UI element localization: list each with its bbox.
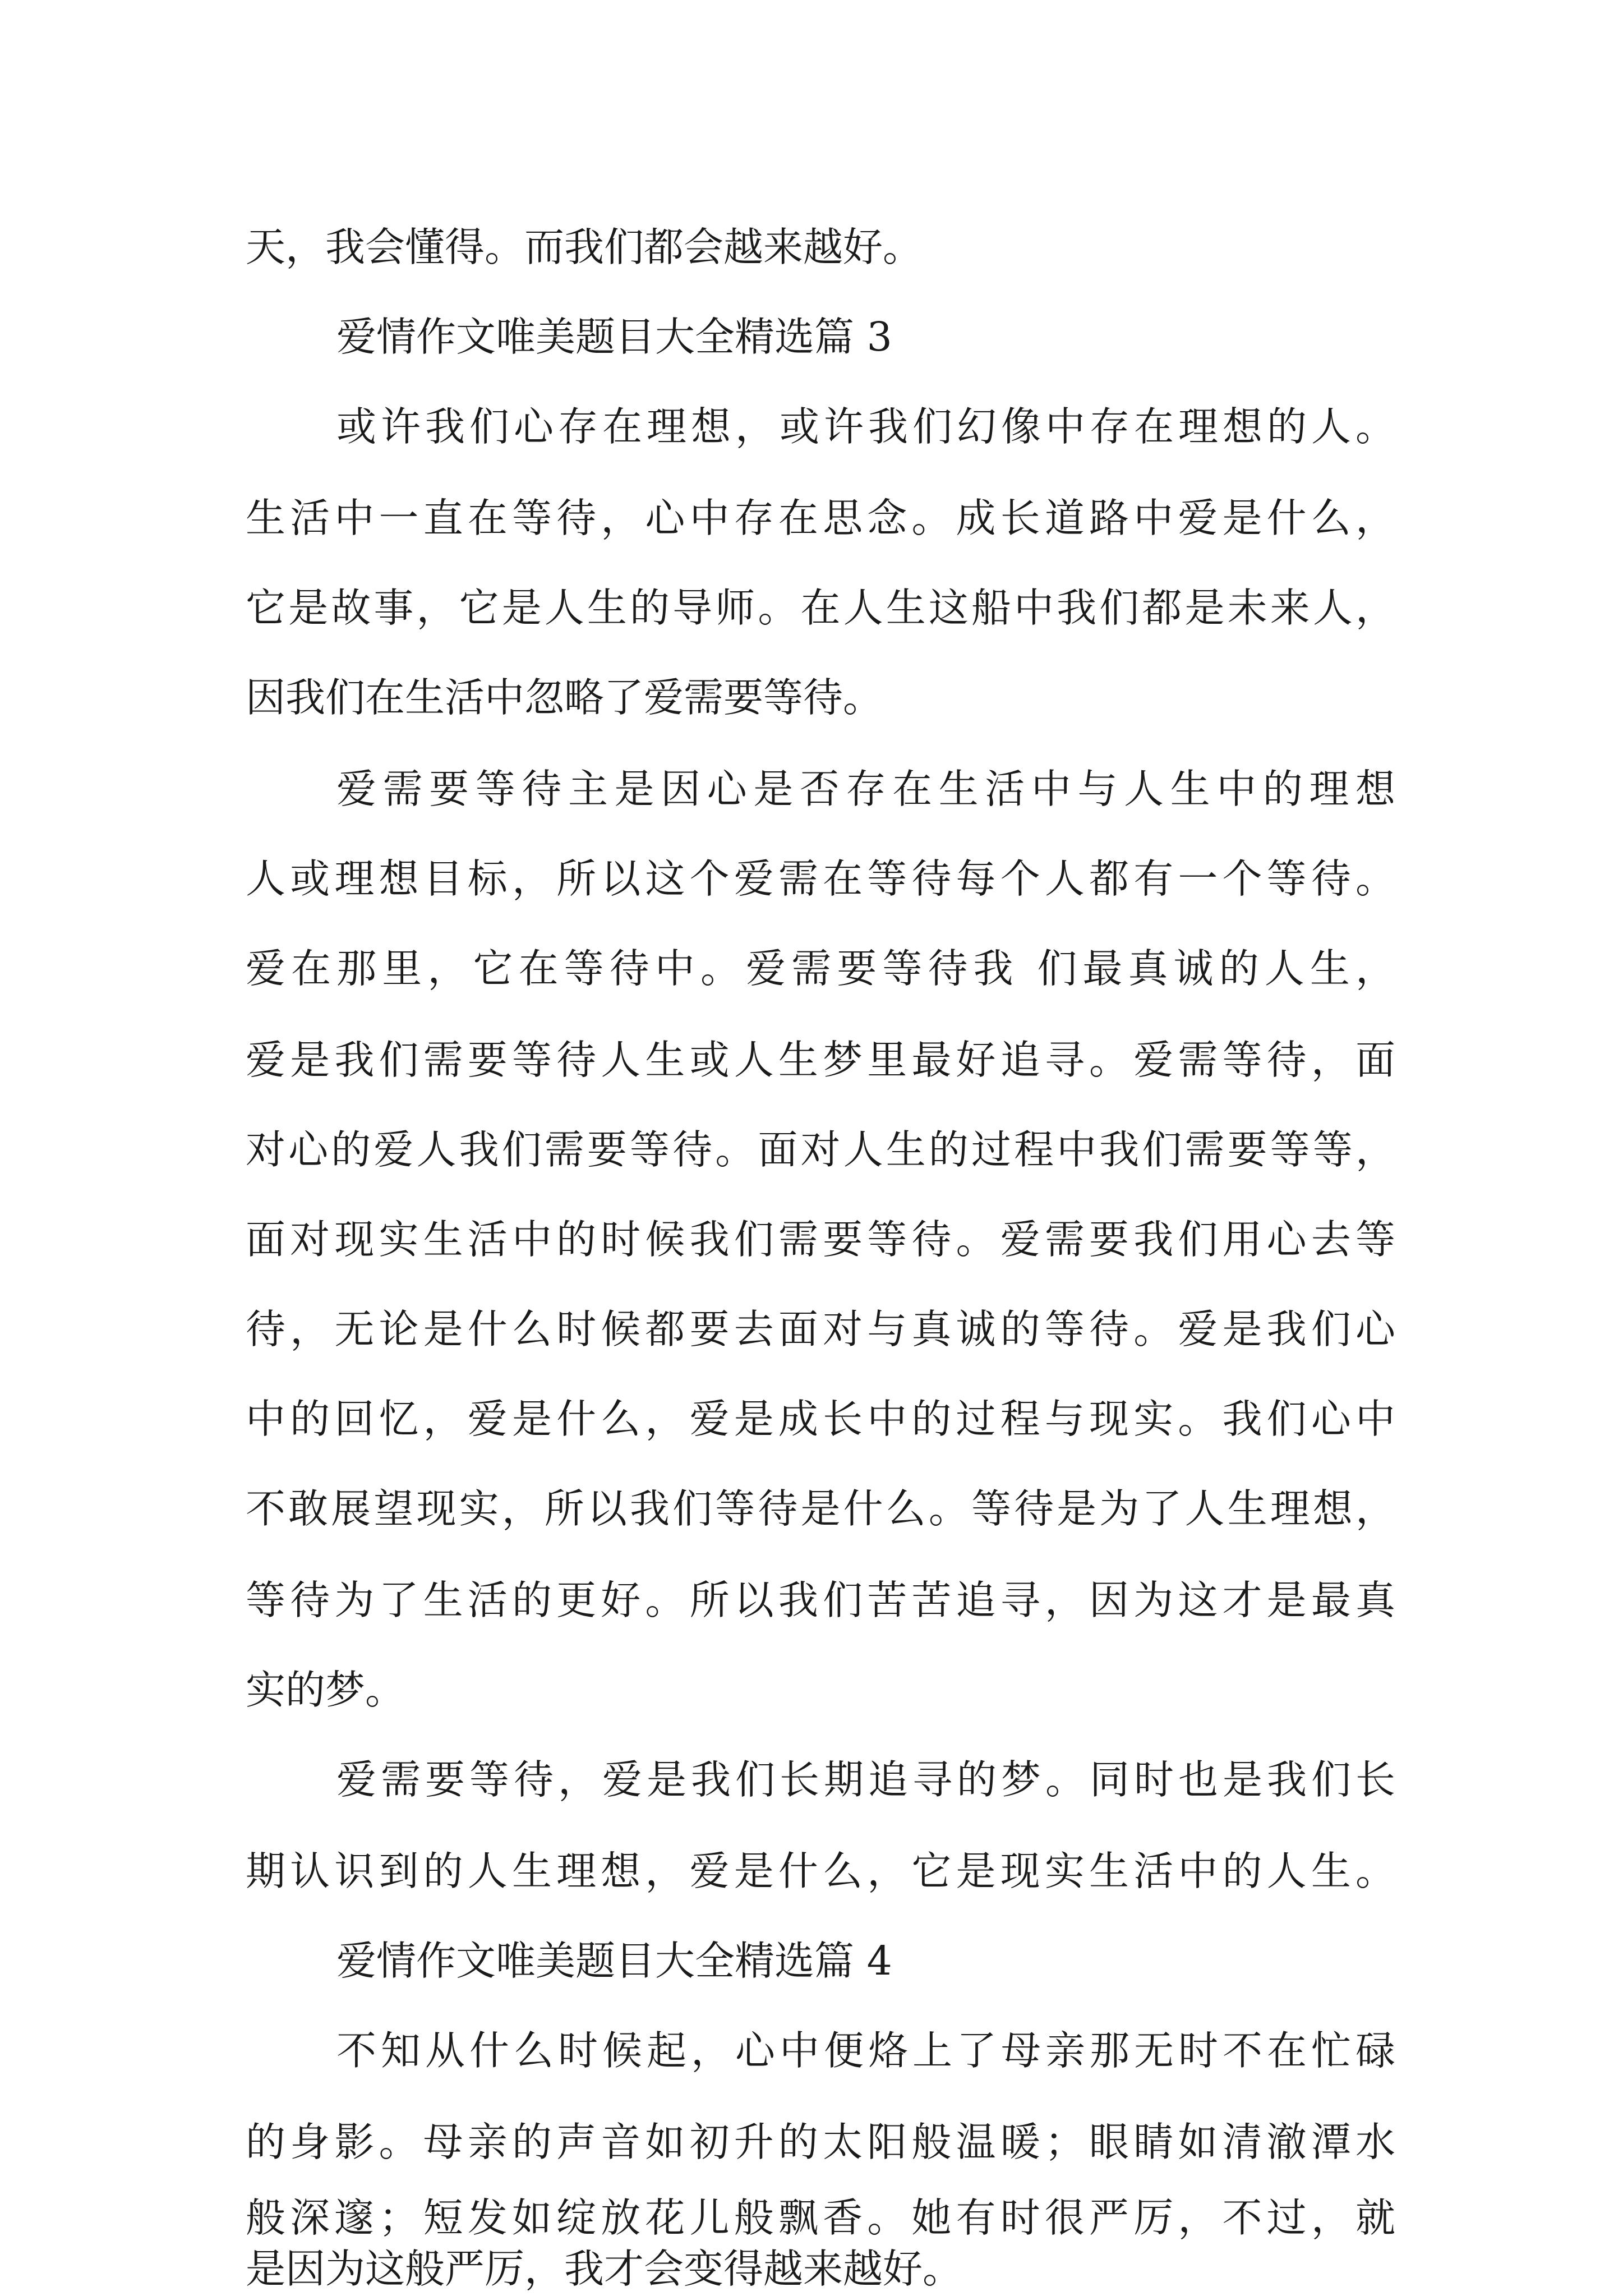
text-line: 或许我们心存在理想，或许我们幻像中存在理想的人。	[336, 403, 1395, 450]
text-line: 不敢展望现实，所以我们等待是什么。等待是为了人生理想，	[246, 1485, 1395, 1532]
text-line: 是因为这般严厉，我才会变得越来越好。	[246, 2246, 963, 2292]
text-line: 的身影。母亲的声音如初升的太阳般温暖；眼睛如清澈潭水	[246, 2119, 1395, 2165]
text-line: 爱是我们需要等待人生或人生梦里最好追寻。爱需等待，面	[246, 1037, 1395, 1083]
text-line: 期认识到的人生理想，爱是什么，它是现实生活中的人生。	[246, 1848, 1395, 1894]
text-line: 生活中一直在等待，心中存在思念。成长道路中爱是什么，	[246, 495, 1395, 541]
text-line: 面对现实生活中的时候我们需要等待。爱需要我们用心去等	[246, 1216, 1395, 1263]
text-line: 爱需要等待主是因心是否存在生活中与人生中的理想	[336, 766, 1395, 812]
text-line: 不知从什么时候起，心中便烙上了母亲那无时不在忙碌	[336, 2027, 1395, 2074]
section-heading: 爱情作文唯美题目大全精选篇 4	[336, 1938, 892, 1984]
text-line: 人或理想目标，所以这个爱需在等待每个人都有一个等待。	[246, 855, 1395, 902]
text-line: 般深邃；短发如绽放花儿般飘香。她有时很严厉，不过，就	[246, 2194, 1395, 2241]
text-line: 因我们在生活中忽略了爱需要等待。	[246, 674, 883, 721]
text-line: 对心的爱人我们需要等待。面对人生的过程中我们需要等等，	[246, 1126, 1395, 1173]
section-heading: 爱情作文唯美题目大全精选篇 3	[336, 314, 892, 360]
text-line: 中的回忆，爱是什么，爱是成长中的过程与现实。我们心中	[246, 1396, 1395, 1442]
text-line: 天，我会懂得。而我们都会越来越好。	[246, 224, 923, 270]
text-line: 爱需要等待，爱是我们长期追寻的梦。同时也是我们长	[336, 1756, 1395, 1803]
text-line: 爱在那里，它在等待中。爱需要等待我 们最真诚的人生，	[246, 945, 1395, 992]
text-line: 待，无论是什么时候都要去面对与真诚的等待。爱是我们心	[246, 1306, 1395, 1352]
text-line: 实的梦。	[246, 1667, 405, 1713]
text-line: 等待为了生活的更好。所以我们苦苦追寻，因为这才是最真	[246, 1577, 1395, 1623]
text-line: 它是故事，它是人生的导师。在人生这船中我们都是未来人，	[246, 585, 1395, 631]
